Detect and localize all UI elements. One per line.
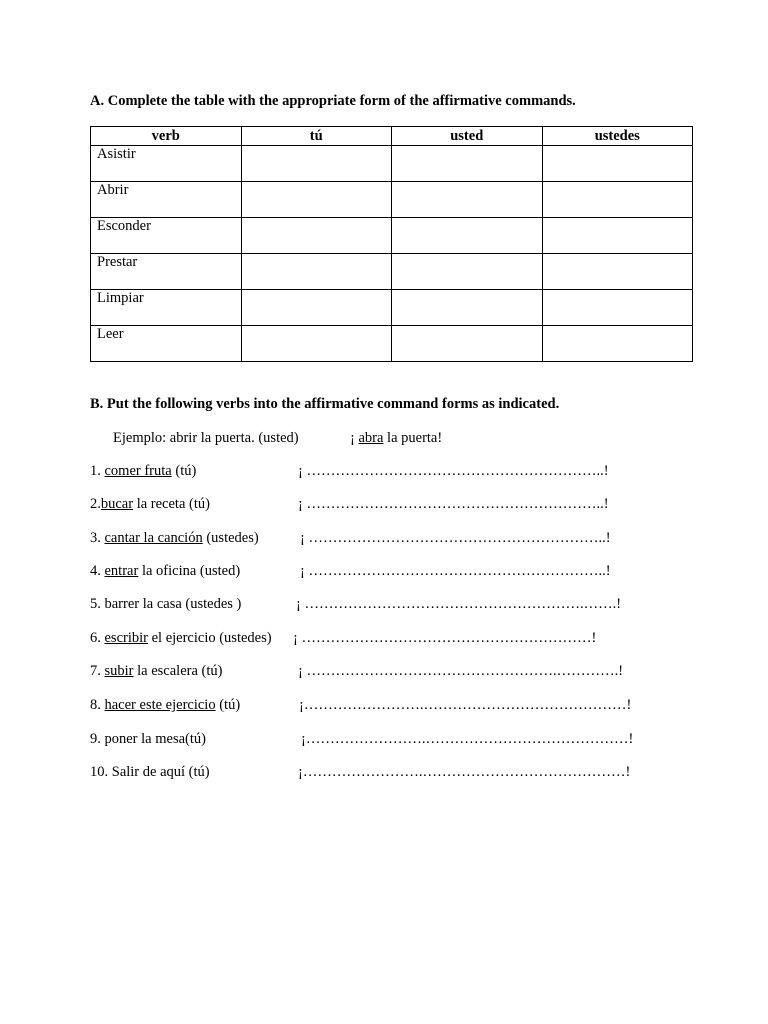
exercise-item [90,764,631,784]
item-prompt: la oficina (usted) [138,563,241,579]
example-answer-open: ¡ [350,430,359,446]
exercise-item [90,596,622,616]
item-answer-blank[interactable]: ¡…………………….……………………………………! [298,764,631,780]
item-answer-blank[interactable]: ¡ ……………………………………………………..! [298,496,609,512]
item-verb-phrase: entrar [104,563,139,579]
verb-cell: Abrir [91,182,242,218]
item-prompt: poner la mesa(tú) [104,731,206,747]
answer-cell-ustedes[interactable] [542,182,693,218]
verb-cell: Asistir [91,146,242,182]
item-number: 7. [90,663,105,679]
exercise-item [90,663,624,683]
example-prompt: Ejemplo: abrir la puerta. (usted) [113,430,299,446]
item-prompt: (tú) [171,463,197,479]
exercise-item [90,463,609,483]
answer-cell-usted[interactable] [392,290,543,326]
section-b-heading: B. Put the following verbs into the affirmative command forms as indicated. [90,396,560,412]
answer-cell-tu[interactable] [241,254,392,290]
exercise-item [90,630,597,650]
answer-cell-ustedes[interactable] [542,326,693,362]
answer-cell-usted[interactable] [392,326,543,362]
answer-cell-tu[interactable] [241,290,392,326]
answer-cell-tu[interactable] [241,326,392,362]
item-answer-blank[interactable]: ¡ ……………………………………………………..! [300,563,611,579]
answer-cell-ustedes[interactable] [542,254,693,290]
exercise-item [90,731,634,751]
item-number: 9. [90,731,105,747]
item-answer-blank[interactable]: ¡ ………………………………………………….…….! [296,596,622,612]
table-row [91,146,693,182]
item-verb-phrase: hacer este ejercicio [104,697,216,713]
item-prompt: barrer la casa (ustedes ) [104,596,242,612]
item-number: 3. [90,530,105,546]
verb-cell: Leer [91,326,242,362]
answer-cell-tu[interactable] [241,182,392,218]
answer-cell-tu[interactable] [241,218,392,254]
item-answer-blank[interactable]: ¡…………………….……………………………………! [299,697,632,713]
item-number: 1. [90,463,105,479]
table-row [91,290,693,326]
example-answer-verb: abra [358,430,384,446]
item-prompt: (ustedes) [202,530,259,546]
item-verb-phrase: cantar la canción [104,530,203,546]
answer-cell-usted[interactable] [392,182,543,218]
answer-cell-usted[interactable] [392,218,543,254]
item-number: 10. [90,764,112,780]
column-header-usted: usted [392,127,543,146]
column-header-verb: verb [91,127,242,146]
item-number: 6. [90,630,105,646]
item-answer-blank[interactable]: ¡ ……………………………………………………..! [300,530,611,546]
item-number: 8. [90,697,105,713]
item-answer-blank[interactable]: ¡ ……………………………………………………! [293,630,597,646]
item-verb-phrase: comer fruta [104,463,172,479]
item-prompt: la escalera (tú) [133,663,223,679]
exercise-item [90,530,611,550]
answer-cell-usted[interactable] [392,254,543,290]
verb-cell: Limpiar [91,290,242,326]
example-line [113,430,443,447]
table-row [91,218,693,254]
table-row [91,182,693,218]
answer-cell-ustedes[interactable] [542,218,693,254]
verb-cell: Esconder [91,218,242,254]
table-row [91,254,693,290]
item-verb-phrase: subir [104,663,134,679]
item-number: 5. [90,596,105,612]
item-verb-phrase: bucar [100,496,134,512]
exercise-item [90,496,609,516]
commands-table [90,126,693,362]
item-prompt: el ejercicio (ustedes) [147,630,272,646]
answer-cell-ustedes[interactable] [542,146,693,182]
section-a-heading: A. Complete the table with the appropriate form of the affirmative commands. [90,93,576,109]
item-number: 4. [90,563,105,579]
column-header-ustedes: ustedes [542,127,693,146]
example-answer-rest: la puerta! [383,430,443,446]
column-header-tu: tú [241,127,392,146]
item-number: 2. [90,496,101,512]
item-prompt: Salir de aquí (tú) [111,764,210,780]
item-prompt: la receta (tú) [133,496,210,512]
table-row [91,326,693,362]
exercise-item [90,563,611,583]
answer-cell-usted[interactable] [392,146,543,182]
answer-cell-ustedes[interactable] [542,290,693,326]
item-answer-blank[interactable]: ¡…………………….……………………………………! [301,731,634,747]
item-verb-phrase: escribir [104,630,148,646]
item-answer-blank[interactable]: ¡ ……………………………………………………..! [298,463,609,479]
exercise-item [90,697,632,717]
verb-cell: Prestar [91,254,242,290]
example-answer [350,430,442,447]
item-prompt: (tú) [215,697,241,713]
item-answer-blank[interactable]: ¡ …………………………………………….………….! [298,663,624,679]
answer-cell-tu[interactable] [241,146,392,182]
table-header-row [91,127,693,146]
